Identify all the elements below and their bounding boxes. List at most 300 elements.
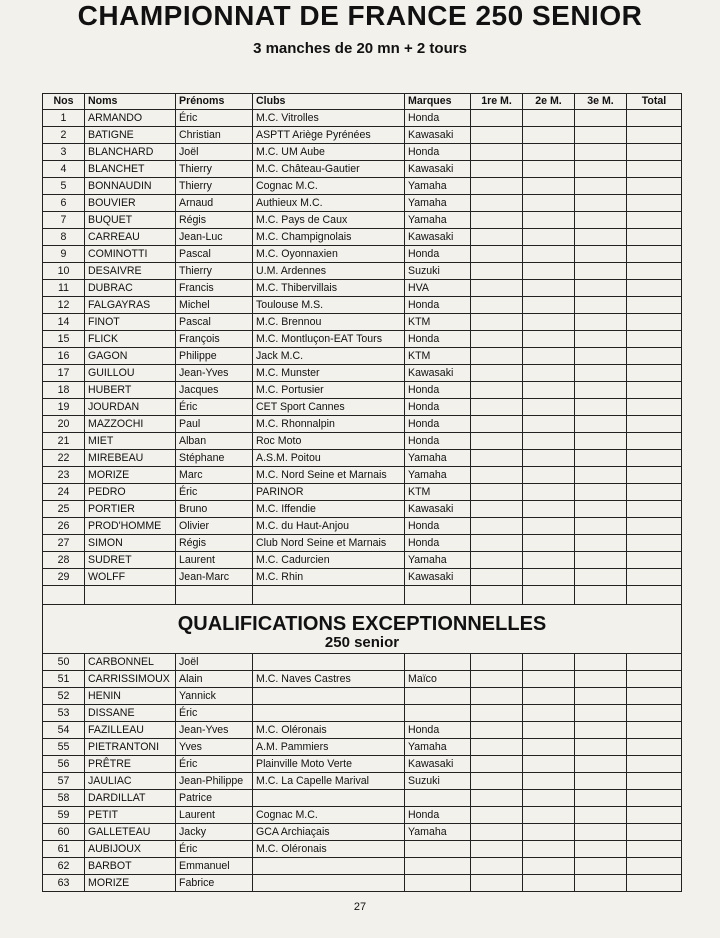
rider-surname: BARBOT — [85, 858, 176, 875]
rider-number: 19 — [43, 399, 85, 416]
score-m3 — [575, 705, 627, 722]
rider-brand: Honda — [405, 110, 471, 127]
score-m1 — [471, 399, 523, 416]
rider-brand: Kawasaki — [405, 161, 471, 178]
score-m3 — [575, 161, 627, 178]
rider-number: 54 — [43, 722, 85, 739]
rider-surname: DARDILLAT — [85, 790, 176, 807]
rider-surname: CARBONNEL — [85, 654, 176, 671]
score-m2 — [523, 841, 575, 858]
score-m1 — [471, 314, 523, 331]
score-m3 — [575, 518, 627, 535]
rider-brand: Yamaha — [405, 739, 471, 756]
score-m1 — [471, 195, 523, 212]
rider-surname: GUILLOU — [85, 365, 176, 382]
rider-brand: Kawasaki — [405, 127, 471, 144]
rider-number: 20 — [43, 416, 85, 433]
score-m3 — [575, 790, 627, 807]
table-row — [43, 688, 682, 705]
rider-firstname: Alain — [176, 671, 253, 688]
table-row — [43, 535, 682, 552]
table-row — [43, 841, 682, 858]
score-m2 — [523, 807, 575, 824]
score-m1 — [471, 875, 523, 892]
score-m2 — [523, 127, 575, 144]
rider-club — [253, 790, 405, 807]
rider-brand: Honda — [405, 246, 471, 263]
rider-club: A.M. Pammiers — [253, 739, 405, 756]
score-m2 — [523, 756, 575, 773]
score-m3 — [575, 773, 627, 790]
score-m3 — [575, 688, 627, 705]
rider-firstname: Joël — [176, 144, 253, 161]
rider-firstname: Jean-Yves — [176, 365, 253, 382]
rider-surname: PRÊTRE — [85, 756, 176, 773]
score-m1 — [471, 297, 523, 314]
score-m2 — [523, 739, 575, 756]
rider-surname: CARRISSIMOUX — [85, 671, 176, 688]
score-total — [627, 416, 682, 433]
rider-surname: HUBERT — [85, 382, 176, 399]
rider-number: 10 — [43, 263, 85, 280]
score-total — [627, 484, 682, 501]
rider-club: PARINOR — [253, 484, 405, 501]
rider-club: Roc Moto — [253, 433, 405, 450]
table-row — [43, 790, 682, 807]
rider-surname: AUBIJOUX — [85, 841, 176, 858]
rider-brand — [405, 688, 471, 705]
gap-row — [43, 586, 682, 605]
score-m3 — [575, 280, 627, 297]
rider-firstname: Alban — [176, 433, 253, 450]
score-m2 — [523, 467, 575, 484]
page-subtitle: 3 manches de 20 mn + 2 tours — [253, 40, 467, 57]
score-total — [627, 467, 682, 484]
score-m1 — [471, 688, 523, 705]
rider-club: M.C. Nord Seine et Marnais — [253, 467, 405, 484]
score-total — [627, 314, 682, 331]
rider-number: 5 — [43, 178, 85, 195]
score-m3 — [575, 858, 627, 875]
rider-club: M.C. Oyonnaxien — [253, 246, 405, 263]
rider-club: Plainville Moto Verte — [253, 756, 405, 773]
rider-brand: KTM — [405, 348, 471, 365]
rider-number: 56 — [43, 756, 85, 773]
rider-number: 52 — [43, 688, 85, 705]
rider-brand: Suzuki — [405, 773, 471, 790]
score-m3 — [575, 807, 627, 824]
score-total — [627, 671, 682, 688]
score-total — [627, 569, 682, 586]
rider-number: 3 — [43, 144, 85, 161]
score-m2 — [523, 399, 575, 416]
qualifiers-body — [43, 654, 682, 892]
score-m1 — [471, 552, 523, 569]
rider-club: M.C. Rhin — [253, 569, 405, 586]
score-m3 — [575, 535, 627, 552]
score-m1 — [471, 348, 523, 365]
rider-brand: Honda — [405, 807, 471, 824]
rider-surname: SUDRET — [85, 552, 176, 569]
table-row — [43, 314, 682, 331]
rider-club: M.C. Cadurcien — [253, 552, 405, 569]
rider-number: 51 — [43, 671, 85, 688]
score-m3 — [575, 246, 627, 263]
score-m2 — [523, 722, 575, 739]
rider-number: 55 — [43, 739, 85, 756]
table-row — [43, 127, 682, 144]
score-m2 — [523, 416, 575, 433]
table-row — [43, 875, 682, 892]
table-row — [43, 450, 682, 467]
score-total — [627, 297, 682, 314]
score-m1 — [471, 671, 523, 688]
rider-number: 8 — [43, 229, 85, 246]
rider-surname: DUBRAC — [85, 280, 176, 297]
rider-number: 60 — [43, 824, 85, 841]
score-m3 — [575, 297, 627, 314]
score-total — [627, 501, 682, 518]
rider-surname: CARREAU — [85, 229, 176, 246]
rider-brand: Kawasaki — [405, 229, 471, 246]
rider-surname: PORTIER — [85, 501, 176, 518]
rider-brand — [405, 858, 471, 875]
rider-club: M.C. Pays de Caux — [253, 212, 405, 229]
score-m3 — [575, 501, 627, 518]
rider-brand: Kawasaki — [405, 365, 471, 382]
rider-firstname: Laurent — [176, 807, 253, 824]
header-m2: 2e M. — [523, 94, 575, 110]
score-total — [627, 246, 682, 263]
score-m2 — [523, 484, 575, 501]
rider-firstname: Philippe — [176, 348, 253, 365]
rider-firstname: Jacky — [176, 824, 253, 841]
rider-number: 50 — [43, 654, 85, 671]
score-total — [627, 535, 682, 552]
score-m2 — [523, 450, 575, 467]
rider-surname: MIREBEAU — [85, 450, 176, 467]
rider-club: M.C. Munster — [253, 365, 405, 382]
rider-firstname: Thierry — [176, 161, 253, 178]
rider-firstname: Joël — [176, 654, 253, 671]
score-total — [627, 433, 682, 450]
rider-firstname: Yves — [176, 739, 253, 756]
rider-number: 61 — [43, 841, 85, 858]
rider-surname: BOUVIER — [85, 195, 176, 212]
rider-firstname: Michel — [176, 297, 253, 314]
score-m3 — [575, 722, 627, 739]
score-total — [627, 331, 682, 348]
rider-firstname: Christian — [176, 127, 253, 144]
rider-number: 27 — [43, 535, 85, 552]
rider-surname: HENIN — [85, 688, 176, 705]
rider-firstname: Marc — [176, 467, 253, 484]
rider-club: M.C. du Haut-Anjou — [253, 518, 405, 535]
score-total — [627, 178, 682, 195]
rider-surname: MORIZE — [85, 467, 176, 484]
score-m3 — [575, 229, 627, 246]
rider-surname: PIETRANTONI — [85, 739, 176, 756]
score-total — [627, 756, 682, 773]
rider-firstname: Fabrice — [176, 875, 253, 892]
score-m3 — [575, 841, 627, 858]
rider-club — [253, 688, 405, 705]
score-total — [627, 552, 682, 569]
rider-club: M.C. Thibervillais — [253, 280, 405, 297]
rider-club: M.C. Vitrolles — [253, 110, 405, 127]
score-m3 — [575, 144, 627, 161]
rider-firstname: Thierry — [176, 263, 253, 280]
table-row — [43, 399, 682, 416]
score-m1 — [471, 807, 523, 824]
rider-number: 22 — [43, 450, 85, 467]
score-m1 — [471, 569, 523, 586]
rider-brand: Yamaha — [405, 824, 471, 841]
rider-brand: KTM — [405, 484, 471, 501]
rider-brand: KTM — [405, 314, 471, 331]
score-m1 — [471, 416, 523, 433]
rider-number: 9 — [43, 246, 85, 263]
score-m1 — [471, 467, 523, 484]
rider-firstname: Pascal — [176, 314, 253, 331]
score-m2 — [523, 552, 575, 569]
rider-brand: Yamaha — [405, 195, 471, 212]
rider-number: 24 — [43, 484, 85, 501]
table-row — [43, 433, 682, 450]
rider-surname: BONNAUDIN — [85, 178, 176, 195]
score-m3 — [575, 127, 627, 144]
score-m3 — [575, 195, 627, 212]
score-m3 — [575, 756, 627, 773]
score-m3 — [575, 875, 627, 892]
score-m1 — [471, 484, 523, 501]
score-m2 — [523, 110, 575, 127]
rider-club: M.C. Oléronais — [253, 722, 405, 739]
score-total — [627, 144, 682, 161]
score-m2 — [523, 195, 575, 212]
rider-number: 12 — [43, 297, 85, 314]
rider-firstname: Patrice — [176, 790, 253, 807]
score-m3 — [575, 671, 627, 688]
score-m3 — [575, 178, 627, 195]
score-m3 — [575, 552, 627, 569]
score-m3 — [575, 212, 627, 229]
rider-number: 2 — [43, 127, 85, 144]
score-m1 — [471, 705, 523, 722]
score-m1 — [471, 450, 523, 467]
rider-club — [253, 858, 405, 875]
rider-number: 4 — [43, 161, 85, 178]
rider-club: M.C. Brennou — [253, 314, 405, 331]
rider-surname: PEDRO — [85, 484, 176, 501]
score-total — [627, 229, 682, 246]
score-m3 — [575, 484, 627, 501]
rider-brand: Honda — [405, 518, 471, 535]
rider-club: M.C. Oléronais — [253, 841, 405, 858]
rider-surname: SIMON — [85, 535, 176, 552]
score-m3 — [575, 824, 627, 841]
score-m2 — [523, 671, 575, 688]
score-m1 — [471, 365, 523, 382]
score-m1 — [471, 790, 523, 807]
table-row — [43, 331, 682, 348]
score-m3 — [575, 416, 627, 433]
score-m1 — [471, 212, 523, 229]
score-m1 — [471, 739, 523, 756]
rider-brand: Honda — [405, 416, 471, 433]
score-total — [627, 518, 682, 535]
score-m2 — [523, 161, 575, 178]
rider-surname: MAZZOCHI — [85, 416, 176, 433]
score-m3 — [575, 450, 627, 467]
rider-brand: Yamaha — [405, 178, 471, 195]
rider-brand: Honda — [405, 297, 471, 314]
score-total — [627, 212, 682, 229]
score-total — [627, 161, 682, 178]
rider-club: M.C. Montluçon-EAT Tours — [253, 331, 405, 348]
rider-firstname: Jean-Marc — [176, 569, 253, 586]
score-m3 — [575, 569, 627, 586]
table-row — [43, 501, 682, 518]
rider-brand: Honda — [405, 382, 471, 399]
score-m3 — [575, 314, 627, 331]
header-total: Total — [627, 94, 682, 110]
rider-firstname: Laurent — [176, 552, 253, 569]
table-row — [43, 229, 682, 246]
section-heading-row — [43, 605, 682, 654]
rider-surname: JOURDAN — [85, 399, 176, 416]
table-row — [43, 858, 682, 875]
rider-club: Jack M.C. — [253, 348, 405, 365]
section-title: QUALIFICATIONS EXCEPTIONNELLES — [177, 613, 547, 635]
score-m2 — [523, 875, 575, 892]
score-m1 — [471, 229, 523, 246]
score-m1 — [471, 178, 523, 195]
rider-number: 17 — [43, 365, 85, 382]
score-m1 — [471, 824, 523, 841]
table-header-row — [43, 94, 682, 110]
rider-firstname: Éric — [176, 484, 253, 501]
rider-brand: Honda — [405, 433, 471, 450]
rider-club: M.C. Iffendie — [253, 501, 405, 518]
rider-surname: PROD'HOMME — [85, 518, 176, 535]
rider-number: 57 — [43, 773, 85, 790]
rider-number: 1 — [43, 110, 85, 127]
score-m3 — [575, 382, 627, 399]
table-row — [43, 654, 682, 671]
rider-firstname: Emmanuel — [176, 858, 253, 875]
score-m3 — [575, 467, 627, 484]
rider-number: 63 — [43, 875, 85, 892]
rider-surname: MIET — [85, 433, 176, 450]
rider-firstname: Bruno — [176, 501, 253, 518]
page-title: CHAMPIONNAT DE FRANCE 250 SENIOR — [77, 0, 643, 31]
score-m1 — [471, 535, 523, 552]
rider-brand: Yamaha — [405, 467, 471, 484]
rider-club: Club Nord Seine et Marnais — [253, 535, 405, 552]
rider-club — [253, 875, 405, 892]
score-m1 — [471, 433, 523, 450]
rider-surname: FINOT — [85, 314, 176, 331]
rider-firstname: Jean-Luc — [176, 229, 253, 246]
rider-firstname: François — [176, 331, 253, 348]
rider-surname: JAULIAC — [85, 773, 176, 790]
score-total — [627, 824, 682, 841]
rider-number: 16 — [43, 348, 85, 365]
rider-firstname: Éric — [176, 399, 253, 416]
score-total — [627, 807, 682, 824]
rider-club: Authieux M.C. — [253, 195, 405, 212]
score-m1 — [471, 518, 523, 535]
table-row — [43, 773, 682, 790]
rider-brand: Yamaha — [405, 552, 471, 569]
score-total — [627, 127, 682, 144]
table-row — [43, 161, 682, 178]
score-m3 — [575, 399, 627, 416]
header-m1: 1re M. — [471, 94, 523, 110]
score-total — [627, 688, 682, 705]
score-m2 — [523, 688, 575, 705]
rider-number: 15 — [43, 331, 85, 348]
rider-firstname: Régis — [176, 212, 253, 229]
page-number: 27 — [353, 901, 367, 913]
score-m2 — [523, 705, 575, 722]
score-total — [627, 875, 682, 892]
rider-surname: ARMANDO — [85, 110, 176, 127]
table-row — [43, 518, 682, 535]
score-m1 — [471, 246, 523, 263]
rider-number: 53 — [43, 705, 85, 722]
table-row — [43, 280, 682, 297]
header-nom: Noms — [85, 94, 176, 110]
rider-number: 58 — [43, 790, 85, 807]
rider-brand: Honda — [405, 144, 471, 161]
rider-firstname: Jacques — [176, 382, 253, 399]
score-m2 — [523, 263, 575, 280]
rider-number: 11 — [43, 280, 85, 297]
table-row — [43, 467, 682, 484]
rider-surname: BUQUET — [85, 212, 176, 229]
rider-brand — [405, 875, 471, 892]
score-m3 — [575, 654, 627, 671]
score-total — [627, 110, 682, 127]
score-m1 — [471, 841, 523, 858]
table-row — [43, 722, 682, 739]
rider-surname: PETIT — [85, 807, 176, 824]
score-m1 — [471, 144, 523, 161]
rider-number: 25 — [43, 501, 85, 518]
table-row — [43, 365, 682, 382]
header-club: Clubs — [253, 94, 405, 110]
rider-brand: Yamaha — [405, 450, 471, 467]
rider-brand: Kawasaki — [405, 501, 471, 518]
score-m1 — [471, 161, 523, 178]
table-row — [43, 144, 682, 161]
table-row — [43, 263, 682, 280]
rider-firstname: Stéphane — [176, 450, 253, 467]
rider-surname: BLANCHET — [85, 161, 176, 178]
rider-club: Cognac M.C. — [253, 807, 405, 824]
score-m1 — [471, 722, 523, 739]
rider-brand: HVA — [405, 280, 471, 297]
rider-club: CET Sport Cannes — [253, 399, 405, 416]
rider-club: M.C. La Capelle Marival — [253, 773, 405, 790]
rider-surname: COMINOTTI — [85, 246, 176, 263]
rider-number: 6 — [43, 195, 85, 212]
score-m1 — [471, 331, 523, 348]
rider-firstname: Éric — [176, 841, 253, 858]
riders-body — [43, 110, 682, 586]
